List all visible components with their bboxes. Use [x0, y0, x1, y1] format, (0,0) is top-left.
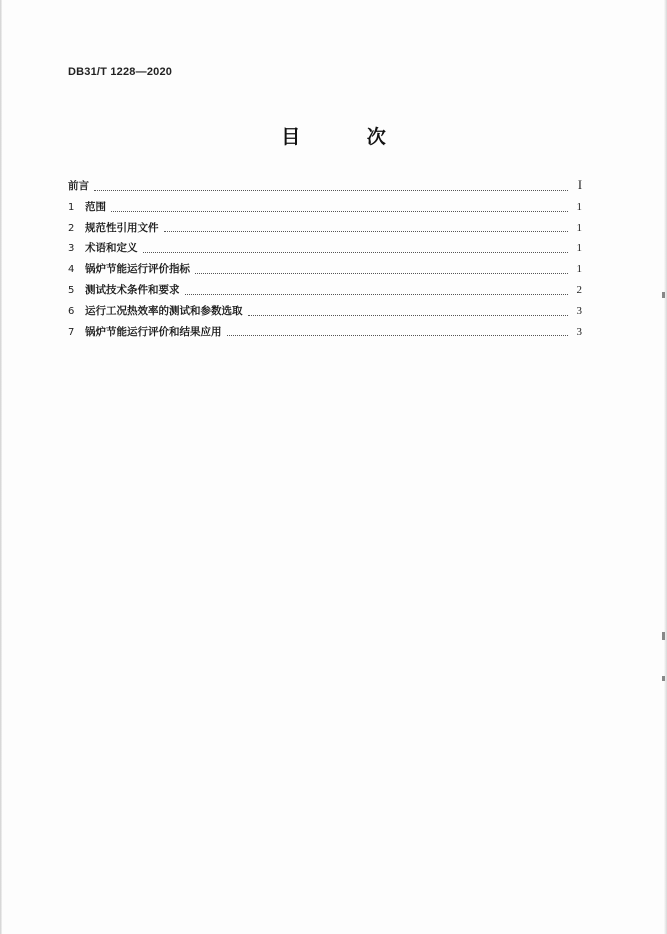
toc-entry[interactable]	[68, 324, 582, 345]
toc-entry-title: 范围	[85, 200, 106, 213]
toc-dot-leader	[227, 335, 569, 336]
toc-entry-number: 5	[68, 284, 75, 296]
toc-title: 目 次	[281, 126, 416, 148]
toc-entry-title: 测试技术条件和要求	[85, 283, 180, 296]
toc-entry[interactable]	[68, 303, 582, 324]
toc-entry-title: 前言	[68, 180, 89, 192]
toc-entry-page-number: 1	[576, 242, 582, 255]
scan-mark	[662, 676, 665, 681]
toc-entry[interactable]	[68, 178, 582, 199]
toc-entry-page-number: 3	[576, 304, 582, 317]
toc-entry-number: 6	[68, 305, 75, 317]
toc-entry-page-number: 2	[576, 283, 582, 296]
toc-entry-number: 3	[68, 243, 75, 255]
toc-entry[interactable]	[68, 220, 582, 241]
table-of-contents	[68, 178, 582, 344]
toc-entry-number: 4	[68, 264, 75, 276]
toc-entry[interactable]	[68, 282, 582, 303]
toc-entry-title: 锅炉节能运行评价和结果应用	[85, 325, 222, 338]
toc-entry-page-number: 1	[576, 263, 582, 276]
toc-dot-leader	[164, 231, 569, 232]
toc-dot-leader	[94, 190, 568, 191]
standard-code: DB31/T 1228—2020	[68, 66, 173, 78]
toc-dot-leader	[185, 294, 569, 295]
toc-entry-number: 7	[68, 326, 75, 338]
toc-entry-title: 运行工况热效率的测试和参数选取	[85, 304, 243, 317]
toc-dot-leader	[143, 252, 569, 253]
toc-entry-title: 术语和定义	[85, 242, 138, 255]
toc-entry-page-number: 3	[576, 325, 582, 338]
scan-mark	[662, 632, 665, 640]
toc-entry-page-number: 1	[576, 200, 582, 213]
toc-entry-number: 1	[68, 201, 75, 213]
toc-entry-title: 规范性引用文件	[85, 221, 159, 234]
toc-entry-page-number: 1	[576, 221, 582, 234]
toc-entry[interactable]	[68, 199, 582, 220]
scan-mark	[662, 292, 665, 298]
toc-entry[interactable]	[68, 261, 582, 282]
toc-dot-leader	[111, 211, 568, 212]
toc-entry-title: 锅炉节能运行评价指标	[85, 263, 190, 276]
toc-entry-number: 2	[68, 222, 75, 234]
toc-entry-page-number: I	[577, 178, 582, 192]
toc-dot-leader	[248, 315, 569, 316]
toc-entry[interactable]	[68, 240, 582, 261]
toc-dot-leader	[195, 273, 568, 274]
